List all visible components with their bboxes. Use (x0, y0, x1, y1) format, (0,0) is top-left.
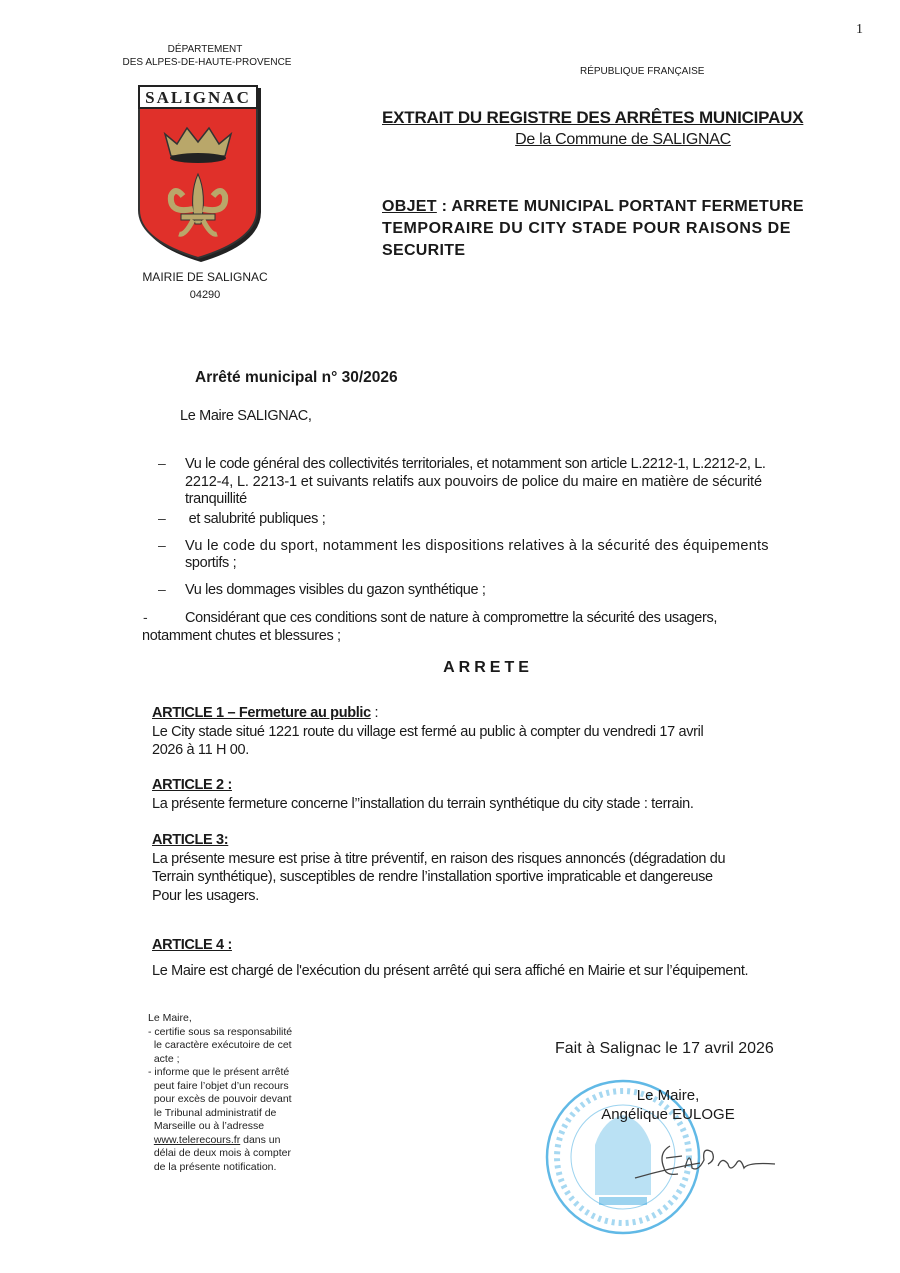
note-line: le caractère exécutoire de cet (148, 1039, 292, 1051)
article-3-line-3: Pour les usagers. (152, 888, 259, 904)
article-2-line-1: La présente fermeture concerne l’’installation du terrain synthétique du city stade : terrain. (152, 796, 694, 812)
document-title: EXTRAIT DU REGISTRE DES ARRÊTES MUNICIPAUX (382, 108, 804, 127)
considerant-5-line-2: notamment chutes et blessures ; (142, 628, 341, 644)
department-line-2: DES ALPES-DE-HAUTE-PROVENCE (122, 57, 292, 68)
telerecours-link[interactable]: www.telerecours.fr (153, 1133, 241, 1146)
note-line: - certifie sous sa responsabilité (148, 1025, 293, 1038)
note-line: peut faire l’objet d’un recours (148, 1079, 289, 1092)
article-3-heading: ARTICLE 3: (152, 832, 229, 848)
note-line (148, 1134, 292, 1148)
objet-label: OBJET (382, 198, 437, 215)
article-3-line-1: La présente mesure est prise à titre préventif, en raison des risques annoncés (dégradation du (152, 851, 726, 867)
note-line: Marseille ou à l’adresse (148, 1120, 265, 1132)
article-4-line-1: Le Maire est chargé de l'exécution du présent arrêté qui sera affiché en Mairie et sur l’équipement. (152, 963, 749, 979)
signatory-name: Angélique EULOGE (601, 1106, 735, 1123)
article-4-heading: ARTICLE 4 : (152, 937, 232, 953)
article-1-line-1: Le City stade situé 1221 route du village est fermé au public à compter du vendredi 17 avril (152, 724, 704, 740)
document-subtitle: De la Commune de SALIGNAC (515, 131, 731, 148)
handwritten-signature (630, 1138, 780, 1188)
signatory-role: Le Maire, (636, 1087, 700, 1104)
department-line-1: DÉPARTEMENT (167, 44, 243, 55)
page-number: 1 (856, 22, 863, 37)
article-2-heading: ARTICLE 2 : (152, 777, 232, 793)
note-line: Le Maire, (148, 1012, 192, 1024)
considerant-1-line-2: 2212-4, L. 2213-1 et suivants relatifs aux pouvoirs de police du maire en matière de sécurité (185, 474, 762, 490)
considerant-5-line-1: Considérant que ces conditions sont de nature à compromettre la sécurité des usagers, (185, 610, 718, 626)
note-line: le Tribunal administratif de (148, 1106, 277, 1119)
considerant-4: Vu les dommages visibles du gazon synthétique ; (185, 582, 486, 598)
note-line: de la présente notification. (148, 1160, 277, 1173)
mairie-label: MAIRIE DE SALIGNAC (142, 270, 268, 284)
note-line: acte ; (148, 1052, 180, 1065)
considerant-3-line-1: Vu le code du sport, notamment les dispositions relatives à la sécurité des équipements (185, 538, 769, 554)
article-1-title: ARTICLE 1 – Fermeture au public (152, 705, 371, 721)
article-3-line-2: Terrain synthétique), susceptibles de rendre l’installation sportive impraticable et dangereuse (152, 869, 713, 885)
bullet-dash: – (158, 510, 166, 526)
note-link-suffix: dans un (240, 1133, 281, 1146)
crest-banner-text: SALIGNAC (145, 88, 251, 107)
article-1-line-2: 2026 à 11 H 00. (152, 742, 249, 758)
republique-label: RÉPUBLIQUE FRANÇAISE (580, 66, 705, 77)
postal-code: 04290 (189, 289, 221, 301)
objet-line-3: SECURITE (382, 242, 466, 259)
article-1-heading (152, 705, 378, 721)
considerant-2: et salubrité publiques ; (185, 511, 326, 527)
note-line: - informe que le présent arrêté (148, 1066, 290, 1078)
bullet-dash: - (143, 609, 148, 625)
legal-note (148, 1012, 292, 1174)
objet-text: : ARRETE MUNICIPAL PORTANT FERMETURE (436, 198, 804, 215)
objet-line-1 (382, 198, 804, 216)
bullet-dash: – (158, 455, 166, 471)
le-maire-intro: Le Maire SALIGNAC, (180, 408, 312, 424)
note-line: délai de deux mois à compter (148, 1147, 291, 1159)
bullet-dash: – (158, 581, 166, 597)
considerant-3-line-2: sportifs ; (185, 555, 237, 571)
arrete-number: Arrêté municipal n° 30/2026 (195, 369, 398, 386)
place-date: Fait à Salignac le 17 avril 2026 (555, 1040, 774, 1057)
bullet-dash: – (158, 537, 166, 553)
arrete-heading: ARRETE (443, 659, 533, 676)
article-1-colon: : (370, 705, 379, 721)
objet-line-2: TEMPORAIRE DU CITY STADE POUR RAISONS DE (382, 220, 791, 237)
considerant-1-line-3: tranquillité (185, 491, 247, 507)
note-line: pour excès de pouvoir devant (148, 1093, 292, 1105)
considerant-1-line-1: Vu le code général des collectivités territoriales, et notamment son article L.2212-1, L.2212-2, L. (185, 456, 766, 472)
crest-logo (135, 84, 267, 266)
